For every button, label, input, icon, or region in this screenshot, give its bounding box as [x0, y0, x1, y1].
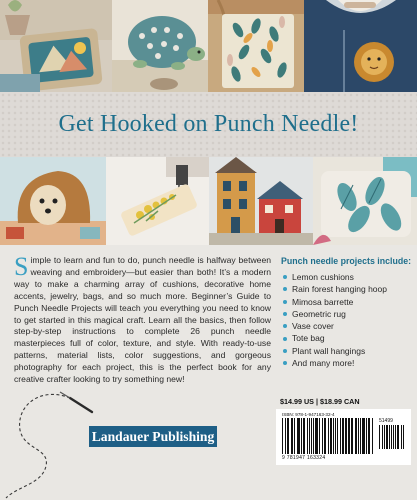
projects-heading: Punch needle projects include:	[281, 256, 412, 266]
barcode-stripe	[304, 418, 305, 454]
barcode-stripe	[398, 425, 399, 449]
barcode-stripe	[343, 418, 344, 454]
barcode-stripe	[317, 418, 318, 454]
list-item: And many more!	[283, 357, 387, 369]
book-description	[14, 252, 271, 386]
barcode-stripe	[325, 418, 326, 454]
drop-cap: S	[14, 252, 29, 281]
projects-list	[283, 271, 387, 369]
barcode-stripe	[379, 425, 380, 449]
barcode-bars	[282, 418, 374, 454]
barcode	[276, 409, 411, 465]
barcode-addon: 51499	[379, 418, 393, 424]
barcode-stripe	[393, 425, 394, 449]
barcode-stripe	[313, 418, 314, 454]
bullet-icon	[283, 300, 287, 304]
publisher-logo: Landauer Publishing	[89, 426, 217, 447]
bullet-icon	[283, 287, 287, 291]
photo-hedgehog	[0, 157, 106, 245]
bullet-icon	[283, 337, 287, 341]
list-item: Tote bag	[283, 332, 387, 344]
photo-leaf-cushion	[313, 157, 417, 245]
list-item: Mimosa barrette	[283, 296, 387, 308]
barcode-stripe	[330, 418, 332, 454]
photo-leaf-bag	[208, 0, 304, 92]
barcode-stripe	[369, 418, 370, 454]
barcode-stripe	[363, 418, 364, 454]
barcode-stripe	[307, 418, 308, 454]
barcode-stripe	[356, 418, 357, 454]
barcode-stripe	[351, 418, 353, 454]
barcode-stripe	[358, 418, 359, 454]
barcode-stripe	[298, 418, 299, 454]
list-item: Plant wall hangings	[283, 345, 387, 357]
barcode-stripe	[311, 418, 312, 454]
barcode-stripe	[372, 418, 374, 454]
list-item: Rain forest hanging hoop	[283, 283, 387, 295]
barcode-stripe	[368, 418, 369, 454]
band-title: Get Hooked on Punch Needle!	[58, 111, 359, 137]
list-item: Geometric rug	[283, 308, 387, 320]
barcode-stripe	[282, 418, 283, 454]
description-body: imple to learn and fun to do, punch needle is halfway between weaving and embroidery—but easier than both! It’s a modern way to make a charming array of cushions, decorative home accents, jewelry, bags, and so much more. Beginner’s Guide to Punch Needle Projects will teach you everything you need to know to get started in this magical craft. Learn all the basics, then follow step-by-step instructions to complete 26 punch needle masterpieces full of color, texture, and style. With ready-to-use patterns, material lists, color suggestions, and gorgeous photography for each project, this is the perfect book for any creative crafter looking to try something new!	[14, 255, 271, 385]
barcode-stripe	[287, 418, 288, 454]
photo-turtle-pillow	[112, 0, 208, 92]
bullet-icon	[283, 312, 287, 316]
barcode-stripe	[319, 418, 320, 454]
list-item: Lemon cushions	[283, 271, 387, 283]
barcode-stripe	[337, 418, 339, 454]
barcode-stripe	[340, 418, 341, 454]
isbn-label: ISBN: 978-1-947163-32-4	[282, 412, 335, 417]
barcode-stripe	[345, 418, 346, 454]
barcode-stripe	[397, 425, 398, 449]
barcode-stripe	[301, 418, 302, 454]
title-band	[0, 92, 417, 157]
barcode-stripe	[292, 418, 293, 454]
photo-cushion-embroidery	[0, 0, 112, 92]
barcode-stripe	[403, 425, 404, 449]
top-photo-strip	[0, 0, 417, 92]
barcode-addon-bars	[379, 425, 405, 449]
barcode-stripe	[362, 418, 363, 454]
list-item: Vase cover	[283, 320, 387, 332]
barcode-stripe	[391, 425, 392, 449]
barcode-stripe	[288, 418, 289, 454]
barcode-stripe	[349, 418, 350, 454]
barcode-number: 9 781947 163324	[282, 455, 326, 461]
barcode-stripe	[294, 418, 295, 454]
barcode-stripe	[386, 425, 387, 449]
middle-photo-strip	[0, 157, 417, 245]
photo-mimosa-barrette	[106, 157, 209, 245]
barcode-stripe	[333, 418, 334, 454]
photo-houses	[209, 157, 313, 245]
photo-lion-patch	[304, 0, 417, 92]
bullet-icon	[283, 361, 287, 365]
bullet-icon	[283, 324, 287, 328]
price: $14.99 US | $18.99 CAN	[280, 397, 360, 406]
bullet-icon	[283, 275, 287, 279]
bullet-icon	[283, 349, 287, 353]
barcode-stripe	[384, 425, 385, 449]
barcode-stripe	[324, 418, 325, 454]
